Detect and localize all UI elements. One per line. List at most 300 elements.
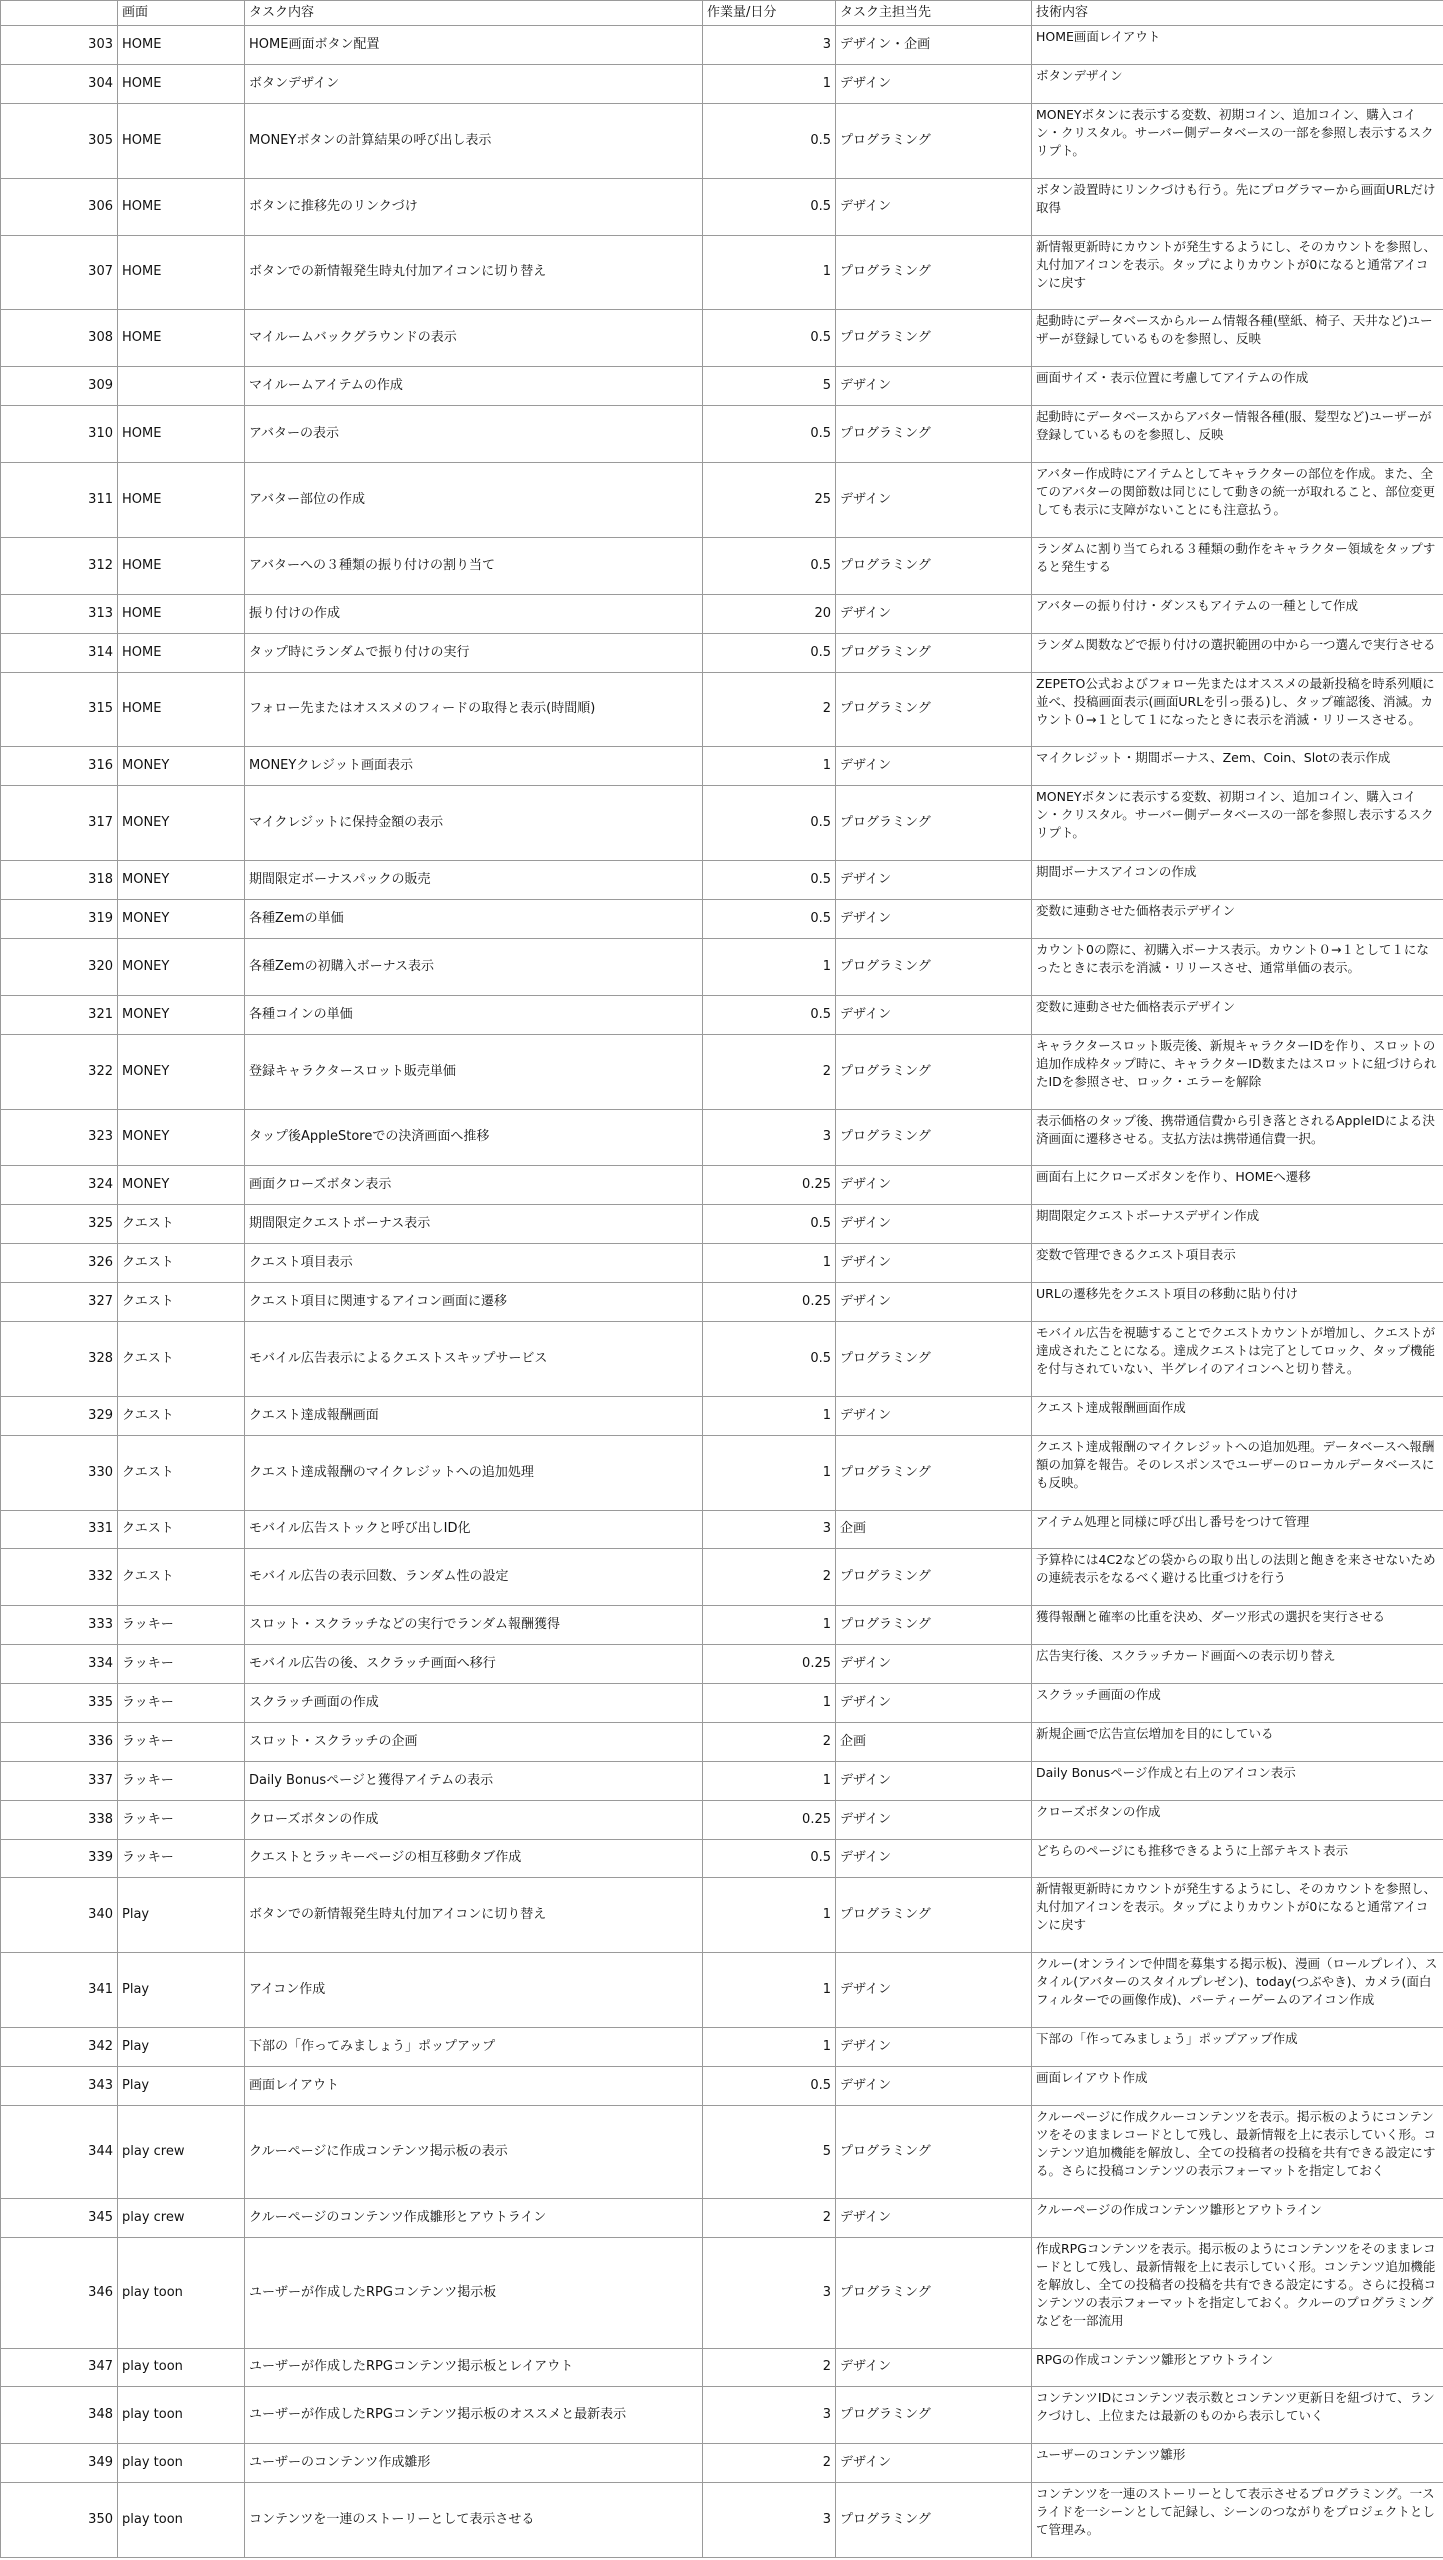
owner-cell[interactable]: デザイン xyxy=(836,2028,1032,2067)
task-cell[interactable]: スロット・スクラッチなどの実行でランダム報酬獲得 xyxy=(245,1606,703,1645)
tech-cell[interactable]: 画面右上にクローズボタンを作り、HOMEへ遷移 xyxy=(1032,1166,1443,1205)
row-number-cell[interactable]: 330 xyxy=(1,1435,118,1510)
amount-cell[interactable]: 2 xyxy=(703,2444,836,2483)
screen-cell[interactable]: HOME xyxy=(118,537,245,594)
tech-cell[interactable]: Daily Bonusページ作成と右上のアイコン表示 xyxy=(1032,1761,1443,1800)
amount-cell[interactable]: 3 xyxy=(703,1109,836,1166)
screen-cell[interactable]: MONEY xyxy=(118,938,245,995)
tech-cell[interactable]: 変数に連動させた価格表示デザイン xyxy=(1032,995,1443,1034)
tech-cell[interactable]: ボタン設置時にリンクづけも行う。先にプログラマーから画面URLだけ取得 xyxy=(1032,178,1443,235)
owner-cell[interactable]: プログラミング xyxy=(836,2483,1032,2558)
amount-cell[interactable]: 1 xyxy=(703,1953,836,2028)
row-number-cell[interactable]: 324 xyxy=(1,1166,118,1205)
tech-cell[interactable]: 画面サイズ・表示位置に考慮してアイテムの作成 xyxy=(1032,367,1443,406)
owner-cell[interactable]: デザイン xyxy=(836,1244,1032,1283)
amount-cell[interactable]: 3 xyxy=(703,26,836,65)
task-cell[interactable]: 各種Zemの単価 xyxy=(245,900,703,939)
table-row xyxy=(1,1283,1443,1322)
owner-cell[interactable]: デザイン xyxy=(836,1953,1032,2028)
owner-cell[interactable]: プログラミング xyxy=(836,537,1032,594)
row-number-cell[interactable]: 311 xyxy=(1,463,118,538)
owner-cell[interactable]: デザイン xyxy=(836,1645,1032,1684)
screen-cell[interactable]: HOME xyxy=(118,594,245,633)
owner-cell[interactable]: プログラミング xyxy=(836,1109,1032,1166)
table-row xyxy=(1,1953,1443,2028)
owner-cell[interactable]: プログラミング xyxy=(836,1878,1032,1953)
screen-cell[interactable]: HOME xyxy=(118,310,245,367)
owner-cell[interactable]: デザイン xyxy=(836,2444,1032,2483)
screen-cell[interactable]: HOME xyxy=(118,64,245,103)
owner-cell[interactable]: プログラミング xyxy=(836,938,1032,995)
amount-cell[interactable]: 0.5 xyxy=(703,995,836,1034)
tech-cell[interactable]: 新情報更新時にカウントが発生するようにし、そのカウントを参照し、丸付加アイコンを表示。タップによりカウントが0になると通常アイコンに戻す xyxy=(1032,1878,1443,1953)
tech-cell[interactable]: クローズボタンの作成 xyxy=(1032,1800,1443,1839)
owner-cell[interactable]: プログラミング xyxy=(836,2105,1032,2198)
row-number-cell[interactable]: 342 xyxy=(1,2028,118,2067)
task-cell[interactable]: アバター部位の作成 xyxy=(245,463,703,538)
tech-cell[interactable]: 表示価格のタップ後、携帯通信費から引き落とされるAppleIDによる決済画面に遷移させる。支払方法は携帯通信費一択。 xyxy=(1032,1109,1443,1166)
tech-cell[interactable]: 予算枠には4C2などの袋からの取り出しの法則と飽きを来させないための連続表示をなるべく避ける比重づけを行う xyxy=(1032,1549,1443,1606)
owner-cell[interactable]: 企画 xyxy=(836,1510,1032,1549)
screen-cell[interactable]: HOME xyxy=(118,235,245,310)
amount-cell[interactable]: 1 xyxy=(703,1761,836,1800)
row-number-cell[interactable]: 346 xyxy=(1,2237,118,2348)
row-number-cell[interactable]: 349 xyxy=(1,2444,118,2483)
header-cell-task[interactable]: タスク内容 xyxy=(245,1,703,26)
task-cell[interactable]: マイルームバックグラウンドの表示 xyxy=(245,310,703,367)
task-cell[interactable]: クエストとラッキーページの相互移動タブ作成 xyxy=(245,1839,703,1878)
tech-cell[interactable]: キャラクタースロット販売後、新規キャラクターIDを作り、スロットの追加作成枠タップ時に、キャラクターID数またはスロットに紐づけられたIDを参照させ、ロック・エラーを解除 xyxy=(1032,1034,1443,1109)
row-number-cell[interactable]: 327 xyxy=(1,1283,118,1322)
row-number-cell[interactable]: 331 xyxy=(1,1510,118,1549)
screen-cell[interactable]: ラッキー xyxy=(118,1684,245,1723)
screen-cell[interactable]: ラッキー xyxy=(118,1761,245,1800)
table-row xyxy=(1,1684,1443,1723)
task-cell[interactable]: ユーザーが作成したRPGコンテンツ掲示板とレイアウト xyxy=(245,2348,703,2387)
screen-cell[interactable]: HOME xyxy=(118,633,245,672)
task-cell[interactable]: MONEYボタンの計算結果の呼び出し表示 xyxy=(245,103,703,178)
tech-cell[interactable]: コンテンツIDにコンテンツ表示数とコンテンツ更新日を紐づけて、ランクづけし、上位または最新のものから表示していく xyxy=(1032,2387,1443,2444)
owner-cell[interactable]: デザイン xyxy=(836,2198,1032,2237)
task-cell[interactable]: クルーページに作成コンテンツ掲示板の表示 xyxy=(245,2105,703,2198)
screen-cell[interactable]: play toon xyxy=(118,2237,245,2348)
owner-cell[interactable]: プログラミング xyxy=(836,310,1032,367)
amount-cell[interactable]: 20 xyxy=(703,594,836,633)
row-number-cell[interactable]: 341 xyxy=(1,1953,118,2028)
owner-cell[interactable]: プログラミング xyxy=(836,786,1032,861)
tech-cell[interactable]: コンテンツを一連のストーリーとして表示させるプログラミング。一スライドを一シーンとして記録し、シーンのつながりをプロジェクトとして管理み。 xyxy=(1032,2483,1443,2558)
screen-cell[interactable]: HOME xyxy=(118,103,245,178)
screen-cell[interactable]: play toon xyxy=(118,2387,245,2444)
owner-cell[interactable]: デザイン xyxy=(836,1205,1032,1244)
amount-cell[interactable]: 0.5 xyxy=(703,900,836,939)
tech-cell[interactable]: 作成RPGコンテンツを表示。掲示板のようにコンテンツをそのままレコードとして残し、最新情報を上に表示していく形。コンテンツ追加機能を解放し、全ての投稿者の投稿を共有できる設定にする。さらに投稿コンテンツの表示フォーマットを指定しておく。クルーのプログラミングなどを一部流用 xyxy=(1032,2237,1443,2348)
row-number-cell[interactable]: 310 xyxy=(1,406,118,463)
table-row xyxy=(1,1396,1443,1435)
amount-cell[interactable]: 1 xyxy=(703,1244,836,1283)
task-cell[interactable]: ユーザーのコンテンツ作成雛形 xyxy=(245,2444,703,2483)
row-number-cell[interactable]: 320 xyxy=(1,938,118,995)
screen-cell[interactable]: MONEY xyxy=(118,786,245,861)
amount-cell[interactable]: 1 xyxy=(703,1435,836,1510)
row-number-cell[interactable]: 345 xyxy=(1,2198,118,2237)
owner-cell[interactable]: デザイン xyxy=(836,747,1032,786)
row-number-cell[interactable]: 304 xyxy=(1,64,118,103)
owner-cell[interactable]: プログラミング xyxy=(836,672,1032,747)
owner-cell[interactable]: デザイン xyxy=(836,1283,1032,1322)
amount-cell[interactable]: 1 xyxy=(703,1878,836,1953)
task-cell[interactable]: 振り付けの作成 xyxy=(245,594,703,633)
owner-cell[interactable]: プログラミング xyxy=(836,103,1032,178)
screen-cell[interactable] xyxy=(118,367,245,406)
row-number-cell[interactable]: 317 xyxy=(1,786,118,861)
screen-cell[interactable]: MONEY xyxy=(118,1034,245,1109)
screen-cell[interactable]: クエスト xyxy=(118,1244,245,1283)
owner-cell[interactable]: プログラミング xyxy=(836,235,1032,310)
amount-cell[interactable]: 5 xyxy=(703,367,836,406)
task-cell[interactable]: アバターへの３種類の振り付けの割り当て xyxy=(245,537,703,594)
task-cell[interactable]: クエスト項目に関連するアイコン画面に遷移 xyxy=(245,1283,703,1322)
screen-cell[interactable]: MONEY xyxy=(118,995,245,1034)
row-number-cell[interactable]: 350 xyxy=(1,2483,118,2558)
header-cell-amount[interactable]: 作業量/日分 xyxy=(703,1,836,26)
tech-cell[interactable]: URLの遷移先をクエスト項目の移動に貼り付け xyxy=(1032,1283,1443,1322)
screen-cell[interactable]: Play xyxy=(118,2067,245,2106)
tech-cell[interactable]: MONEYボタンに表示する変数、初期コイン、追加コイン、購入コイン・クリスタル。サーバー側データベースの一部を参照し表示するスクリプト。 xyxy=(1032,786,1443,861)
row-number-cell[interactable]: 336 xyxy=(1,1722,118,1761)
row-number-cell[interactable]: 316 xyxy=(1,747,118,786)
owner-cell[interactable]: デザイン xyxy=(836,594,1032,633)
amount-cell[interactable]: 0.5 xyxy=(703,1839,836,1878)
task-cell[interactable]: MONEYクレジット画面表示 xyxy=(245,747,703,786)
amount-cell[interactable]: 3 xyxy=(703,1510,836,1549)
tech-cell[interactable]: 期間ボーナスアイコンの作成 xyxy=(1032,861,1443,900)
header-cell-owner[interactable]: タスク主担当先 xyxy=(836,1,1032,26)
screen-cell[interactable]: ラッキー xyxy=(118,1839,245,1878)
owner-cell[interactable]: デザイン xyxy=(836,64,1032,103)
amount-cell[interactable]: 0.5 xyxy=(703,861,836,900)
row-number-cell[interactable]: 303 xyxy=(1,26,118,65)
tech-cell[interactable]: ランダムに割り当てられる３種類の動作をキャラクター領域をタップすると発生する xyxy=(1032,537,1443,594)
amount-cell[interactable]: 2 xyxy=(703,1034,836,1109)
row-number-cell[interactable]: 337 xyxy=(1,1761,118,1800)
owner-cell[interactable]: デザイン xyxy=(836,900,1032,939)
screen-cell[interactable]: play crew xyxy=(118,2198,245,2237)
amount-cell[interactable]: 0.25 xyxy=(703,1166,836,1205)
owner-cell[interactable]: デザイン xyxy=(836,1839,1032,1878)
row-number-cell[interactable]: 322 xyxy=(1,1034,118,1109)
amount-cell[interactable]: 0.5 xyxy=(703,1205,836,1244)
screen-cell[interactable]: ラッキー xyxy=(118,1722,245,1761)
tech-cell[interactable]: ランダム関数などで振り付けの選択範囲の中から一つ選んで実行させる xyxy=(1032,633,1443,672)
owner-cell[interactable]: デザイン xyxy=(836,2348,1032,2387)
task-cell[interactable]: モバイル広告ストックと呼び出しID化 xyxy=(245,1510,703,1549)
task-cell[interactable]: ボタンデザイン xyxy=(245,64,703,103)
row-number-cell[interactable]: 338 xyxy=(1,1800,118,1839)
screen-cell[interactable]: HOME xyxy=(118,406,245,463)
task-cell[interactable]: 画面レイアウト xyxy=(245,2067,703,2106)
row-number-cell[interactable]: 319 xyxy=(1,900,118,939)
task-cell[interactable]: タップ後AppleStoreでの決済画面へ推移 xyxy=(245,1109,703,1166)
task-cell[interactable]: クルーページのコンテンツ作成雛形とアウトライン xyxy=(245,2198,703,2237)
screen-cell[interactable]: クエスト xyxy=(118,1321,245,1396)
owner-cell[interactable]: プログラミング xyxy=(836,1321,1032,1396)
tech-cell[interactable]: クルー(オンラインで仲間を募集する掲示板)、漫画（ロールプレイ）、スタイル(アバターのスタイルプレゼン)、today(つぶやき)、カメラ(面白フィルターでの画像作成)、パーティーゲームのアイコン作成 xyxy=(1032,1953,1443,2028)
row-number-cell[interactable]: 328 xyxy=(1,1321,118,1396)
amount-cell[interactable]: 3 xyxy=(703,2237,836,2348)
screen-cell[interactable]: play toon xyxy=(118,2483,245,2558)
owner-cell[interactable]: デザイン xyxy=(836,1761,1032,1800)
owner-cell[interactable]: プログラミング xyxy=(836,1034,1032,1109)
amount-cell[interactable]: 2 xyxy=(703,2198,836,2237)
tech-cell[interactable]: 起動時にデータベースからルーム情報各種(壁紙、椅子、天井など)ユーザーが登録しているものを参照し、反映 xyxy=(1032,310,1443,367)
task-cell[interactable]: クエスト達成報酬のマイクレジットへの追加処理 xyxy=(245,1435,703,1510)
screen-cell[interactable]: クエスト xyxy=(118,1396,245,1435)
tech-cell[interactable]: 新情報更新時にカウントが発生するようにし、そのカウントを参照し、丸付加アイコンを表示。タップによりカウントが0になると通常アイコンに戻す xyxy=(1032,235,1443,310)
task-cell[interactable]: モバイル広告の表示回数、ランダム性の設定 xyxy=(245,1549,703,1606)
row-number-cell[interactable]: 315 xyxy=(1,672,118,747)
tech-cell[interactable]: カウント0の際に、初購入ボーナス表示。カウント０→１として１になったときに表示を消滅・リリースさせ、通常単価の表示。 xyxy=(1032,938,1443,995)
owner-cell[interactable]: デザイン xyxy=(836,367,1032,406)
tech-cell[interactable]: ボタンデザイン xyxy=(1032,64,1443,103)
owner-cell[interactable]: プログラミング xyxy=(836,1549,1032,1606)
amount-cell[interactable]: 0.25 xyxy=(703,1645,836,1684)
tech-cell[interactable]: ZEPETO公式およびフォロー先またはオススメの最新投稿を時系列順に並べ、投稿画面表示(画面URLを引っ張る)し、タップ確認後、消滅。カウント０→１として１になったときに表示を消滅・リリースさせる。 xyxy=(1032,672,1443,747)
owner-cell[interactable]: デザイン xyxy=(836,2067,1032,2106)
task-cell[interactable]: アイコン作成 xyxy=(245,1953,703,2028)
header-cell-no[interactable] xyxy=(1,1,118,26)
owner-cell[interactable]: プログラミング xyxy=(836,1606,1032,1645)
tech-cell[interactable]: 獲得報酬と確率の比重を決め、ダーツ形式の選択を実行させる xyxy=(1032,1606,1443,1645)
row-number-cell[interactable]: 323 xyxy=(1,1109,118,1166)
tech-cell[interactable]: クエスト達成報酬のマイクレジットへの追加処理。データベースへ報酬額の加算を報告。そのレスポンスでユーザーのローカルデータベースにも反映。 xyxy=(1032,1435,1443,1510)
owner-cell[interactable]: 企画 xyxy=(836,1722,1032,1761)
row-number-cell[interactable]: 339 xyxy=(1,1839,118,1878)
task-cell[interactable]: フォロー先またはオススメのフィードの取得と表示(時間順) xyxy=(245,672,703,747)
tech-cell[interactable]: 期間限定クエストボーナスデザイン作成 xyxy=(1032,1205,1443,1244)
tech-cell[interactable]: アバター作成時にアイテムとしてキャラクターの部位を作成。また、全てのアバターの関節数は同じにして動きの統一が取れること、部位変更しても表示に支障がないことにも注意払う。 xyxy=(1032,463,1443,538)
owner-cell[interactable]: デザイン xyxy=(836,861,1032,900)
tech-cell[interactable]: アバターの振り付け・ダンスもアイテムの一種として作成 xyxy=(1032,594,1443,633)
row-number-cell[interactable]: 340 xyxy=(1,1878,118,1953)
screen-cell[interactable]: ラッキー xyxy=(118,1645,245,1684)
amount-cell[interactable]: 5 xyxy=(703,2105,836,2198)
screen-cell[interactable]: Play xyxy=(118,1953,245,2028)
screen-cell[interactable]: HOME xyxy=(118,463,245,538)
tech-cell[interactable]: クルーページに作成クルーコンテンツを表示。掲示板のようにコンテンツをそのままレコードとして残し、最新情報を上に表示していく形。コンテンツ追加機能を解放し、全ての投稿者の投稿を共有できる設定にする。さらに投稿コンテンツの表示フォーマットを指定しておく xyxy=(1032,2105,1443,2198)
amount-cell[interactable]: 2 xyxy=(703,1549,836,1606)
amount-cell[interactable]: 0.5 xyxy=(703,1321,836,1396)
row-number-cell[interactable]: 344 xyxy=(1,2105,118,2198)
task-cell[interactable]: ボタンでの新情報発生時丸付加アイコンに切り替え xyxy=(245,235,703,310)
task-cell[interactable]: クエスト達成報酬画面 xyxy=(245,1396,703,1435)
row-number-cell[interactable]: 334 xyxy=(1,1645,118,1684)
task-cell[interactable]: 画面クローズボタン表示 xyxy=(245,1166,703,1205)
task-cell[interactable]: 各種コインの単価 xyxy=(245,995,703,1034)
screen-cell[interactable]: ラッキー xyxy=(118,1800,245,1839)
row-number-cell[interactable]: 325 xyxy=(1,1205,118,1244)
screen-cell[interactable]: MONEY xyxy=(118,861,245,900)
row-number-cell[interactable]: 309 xyxy=(1,367,118,406)
amount-cell[interactable]: 2 xyxy=(703,2348,836,2387)
screen-cell[interactable]: クエスト xyxy=(118,1205,245,1244)
row-number-cell[interactable]: 333 xyxy=(1,1606,118,1645)
tech-cell[interactable]: クルーページの作成コンテンツ雛形とアウトライン xyxy=(1032,2198,1443,2237)
amount-cell[interactable]: 1 xyxy=(703,235,836,310)
amount-cell[interactable]: 1 xyxy=(703,2028,836,2067)
screen-cell[interactable]: クエスト xyxy=(118,1510,245,1549)
row-number-cell[interactable]: 335 xyxy=(1,1684,118,1723)
owner-cell[interactable]: デザイン xyxy=(836,995,1032,1034)
owner-cell[interactable]: プログラミング xyxy=(836,1435,1032,1510)
task-cell[interactable]: HOME画面ボタン配置 xyxy=(245,26,703,65)
task-cell[interactable]: クエスト項目表示 xyxy=(245,1244,703,1283)
owner-cell[interactable]: プログラミング xyxy=(836,406,1032,463)
owner-cell[interactable]: デザイン xyxy=(836,1684,1032,1723)
owner-cell[interactable]: プログラミング xyxy=(836,2237,1032,2348)
task-cell[interactable]: タップ時にランダムで振り付けの実行 xyxy=(245,633,703,672)
row-number-cell[interactable]: 307 xyxy=(1,235,118,310)
screen-cell[interactable]: play toon xyxy=(118,2348,245,2387)
screen-cell[interactable]: Play xyxy=(118,2028,245,2067)
screen-cell[interactable]: クエスト xyxy=(118,1283,245,1322)
tech-cell[interactable]: ユーザーのコンテンツ雛形 xyxy=(1032,2444,1443,2483)
tech-cell[interactable]: スクラッチ画面の作成 xyxy=(1032,1684,1443,1723)
row-number-cell[interactable]: 314 xyxy=(1,633,118,672)
owner-cell[interactable]: デザイン xyxy=(836,1396,1032,1435)
screen-cell[interactable]: HOME xyxy=(118,26,245,65)
amount-cell[interactable]: 0.25 xyxy=(703,1800,836,1839)
table-row xyxy=(1,2348,1443,2387)
screen-cell[interactable]: play toon xyxy=(118,2444,245,2483)
screen-cell[interactable]: Play xyxy=(118,1878,245,1953)
screen-cell[interactable]: MONEY xyxy=(118,747,245,786)
task-cell[interactable]: ユーザーが作成したRPGコンテンツ掲示板のオススメと最新表示 xyxy=(245,2387,703,2444)
table-row xyxy=(1,2387,1443,2444)
task-cell[interactable]: 期間限定ボーナスパックの販売 xyxy=(245,861,703,900)
tech-cell[interactable]: 画面レイアウト作成 xyxy=(1032,2067,1443,2106)
row-number-cell[interactable]: 308 xyxy=(1,310,118,367)
screen-cell[interactable]: play crew xyxy=(118,2105,245,2198)
screen-cell[interactable]: MONEY xyxy=(118,1109,245,1166)
task-cell[interactable]: マイクレジットに保持金額の表示 xyxy=(245,786,703,861)
row-number-cell[interactable]: 348 xyxy=(1,2387,118,2444)
task-cell[interactable]: コンテンツを一連のストーリーとして表示させる xyxy=(245,2483,703,2558)
screen-cell[interactable]: MONEY xyxy=(118,1166,245,1205)
tech-cell[interactable]: 下部の「作ってみましょう」ポップアップ作成 xyxy=(1032,2028,1443,2067)
amount-cell[interactable]: 0.5 xyxy=(703,2067,836,2106)
amount-cell[interactable]: 0.5 xyxy=(703,310,836,367)
owner-cell[interactable]: デザイン・企画 xyxy=(836,26,1032,65)
row-number-cell[interactable]: 329 xyxy=(1,1396,118,1435)
tech-cell[interactable]: RPGの作成コンテンツ雛形とアウトライン xyxy=(1032,2348,1443,2387)
row-number-cell[interactable]: 318 xyxy=(1,861,118,900)
screen-cell[interactable]: HOME xyxy=(118,178,245,235)
task-cell[interactable]: 期間限定クエストボーナス表示 xyxy=(245,1205,703,1244)
screen-cell[interactable]: HOME xyxy=(118,672,245,747)
task-cell[interactable]: モバイル広告の後、スクラッチ画面へ移行 xyxy=(245,1645,703,1684)
amount-cell[interactable]: 0.25 xyxy=(703,1283,836,1322)
task-cell[interactable]: モバイル広告表示によるクエストスキップサービス xyxy=(245,1321,703,1396)
tech-cell[interactable]: アイテム処理と同様に呼び出し番号をつけて管理 xyxy=(1032,1510,1443,1549)
amount-cell[interactable]: 2 xyxy=(703,672,836,747)
row-number-cell[interactable]: 321 xyxy=(1,995,118,1034)
amount-cell[interactable]: 1 xyxy=(703,1396,836,1435)
amount-cell[interactable]: 0.5 xyxy=(703,178,836,235)
amount-cell[interactable]: 0.5 xyxy=(703,633,836,672)
amount-cell[interactable]: 0.5 xyxy=(703,537,836,594)
amount-cell[interactable]: 0.5 xyxy=(703,103,836,178)
owner-cell[interactable]: デザイン xyxy=(836,1800,1032,1839)
screen-cell[interactable]: ラッキー xyxy=(118,1606,245,1645)
owner-cell[interactable]: デザイン xyxy=(836,178,1032,235)
screen-cell[interactable]: クエスト xyxy=(118,1435,245,1510)
amount-cell[interactable]: 1 xyxy=(703,1684,836,1723)
row-number-cell[interactable]: 332 xyxy=(1,1549,118,1606)
screen-cell[interactable]: MONEY xyxy=(118,900,245,939)
task-cell[interactable]: 登録キャラクタースロット販売単価 xyxy=(245,1034,703,1109)
task-cell[interactable]: 各種Zemの初購入ボーナス表示 xyxy=(245,938,703,995)
tech-cell[interactable]: 変数に連動させた価格表示デザイン xyxy=(1032,900,1443,939)
amount-cell[interactable]: 0.5 xyxy=(703,406,836,463)
header-cell-screen[interactable]: 画面 xyxy=(118,1,245,26)
tech-cell[interactable]: マイクレジット・期間ボーナス、Zem、Coin、Slotの表示作成 xyxy=(1032,747,1443,786)
row-number-cell[interactable]: 306 xyxy=(1,178,118,235)
task-cell[interactable]: Daily Bonusページと獲得アイテムの表示 xyxy=(245,1761,703,1800)
amount-cell[interactable]: 1 xyxy=(703,747,836,786)
tech-cell[interactable]: 起動時にデータベースからアバター情報各種(服、髪型など)ユーザーが登録しているものを参照し、反映 xyxy=(1032,406,1443,463)
owner-cell[interactable]: デザイン xyxy=(836,1166,1032,1205)
row-number-cell[interactable]: 347 xyxy=(1,2348,118,2387)
row-number-cell[interactable]: 343 xyxy=(1,2067,118,2106)
amount-cell[interactable]: 0.5 xyxy=(703,786,836,861)
task-cell[interactable]: スクラッチ画面の作成 xyxy=(245,1684,703,1723)
header-cell-tech[interactable]: 技術内容 xyxy=(1032,1,1443,26)
owner-cell[interactable]: プログラミング xyxy=(836,633,1032,672)
task-cell[interactable]: ボタンに推移先のリンクづけ xyxy=(245,178,703,235)
amount-cell[interactable]: 3 xyxy=(703,2483,836,2558)
tech-cell[interactable]: 新規企画で広告宣伝増加を目的にしている xyxy=(1032,1722,1443,1761)
tech-cell[interactable]: モバイル広告を視聴することでクエストカウントが増加し、クエストが達成されたことになる。達成クエストは完了としてロック、タップ機能を付与されていない、半グレイのアイコンへと切り替え。 xyxy=(1032,1321,1443,1396)
tech-cell[interactable]: 広告実行後、スクラッチカード画面への表示切り替え xyxy=(1032,1645,1443,1684)
tech-cell[interactable]: クエスト達成報酬画面作成 xyxy=(1032,1396,1443,1435)
amount-cell[interactable]: 1 xyxy=(703,1606,836,1645)
task-cell[interactable]: 下部の「作ってみましょう」ポップアップ xyxy=(245,2028,703,2067)
task-cell[interactable]: スロット・スクラッチの企画 xyxy=(245,1722,703,1761)
row-number-cell[interactable]: 312 xyxy=(1,537,118,594)
amount-cell[interactable]: 2 xyxy=(703,1722,836,1761)
amount-cell[interactable]: 1 xyxy=(703,938,836,995)
task-cell[interactable]: ユーザーが作成したRPGコンテンツ掲示板 xyxy=(245,2237,703,2348)
amount-cell[interactable]: 25 xyxy=(703,463,836,538)
tech-cell[interactable]: どちらのページにも推移できるように上部テキスト表示 xyxy=(1032,1839,1443,1878)
row-number-cell[interactable]: 313 xyxy=(1,594,118,633)
tech-cell[interactable]: 変数で管理できるクエスト項目表示 xyxy=(1032,1244,1443,1283)
row-number-cell[interactable]: 326 xyxy=(1,1244,118,1283)
tech-cell[interactable]: HOME画面レイアウト xyxy=(1032,26,1443,65)
owner-cell[interactable]: デザイン xyxy=(836,463,1032,538)
screen-cell[interactable]: クエスト xyxy=(118,1549,245,1606)
task-cell[interactable]: アバターの表示 xyxy=(245,406,703,463)
amount-cell[interactable]: 3 xyxy=(703,2387,836,2444)
task-cell[interactable]: マイルームアイテムの作成 xyxy=(245,367,703,406)
tech-cell[interactable]: MONEYボタンに表示する変数、初期コイン、追加コイン、購入コイン・クリスタル。サーバー側データベースの一部を参照し表示するスクリプト。 xyxy=(1032,103,1443,178)
owner-cell[interactable]: プログラミング xyxy=(836,2387,1032,2444)
amount-cell[interactable]: 1 xyxy=(703,64,836,103)
task-cell[interactable]: クローズボタンの作成 xyxy=(245,1800,703,1839)
task-cell[interactable]: ボタンでの新情報発生時丸付加アイコンに切り替え xyxy=(245,1878,703,1953)
row-number-cell[interactable]: 305 xyxy=(1,103,118,178)
